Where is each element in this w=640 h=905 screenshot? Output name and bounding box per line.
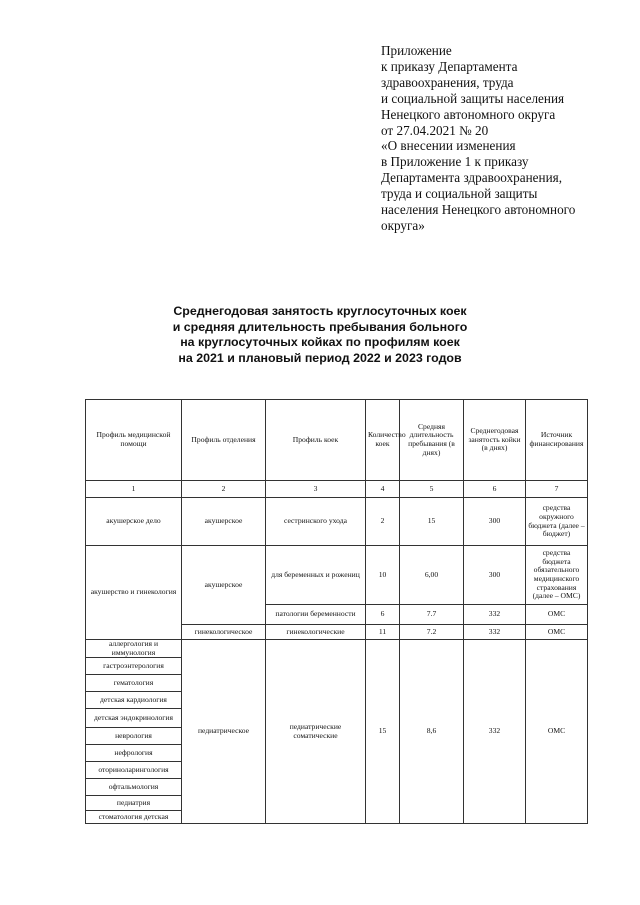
bed-count-cell: 2 xyxy=(366,498,400,546)
column-number: 1 xyxy=(86,481,182,498)
dept-profile-cell: акушерское xyxy=(182,498,266,546)
table-row xyxy=(86,546,588,605)
column-number: 3 xyxy=(266,481,366,498)
med-profile-cell: гематология xyxy=(86,675,182,692)
med-profile-cell: оториноларингология xyxy=(86,762,182,779)
med-profile-cell: акушерское дело xyxy=(86,498,182,546)
appendix-line: «О внесении изменения xyxy=(381,138,516,154)
med-profile-cell: педиатрия xyxy=(86,796,182,811)
bed-profile-cell: для беременных и рожениц xyxy=(266,546,366,605)
table-header-row xyxy=(86,400,588,481)
funding-cell: средства окружного бюджета (далее – бюджет) xyxy=(526,498,588,546)
bed-profile-cell: патологии беременности xyxy=(266,605,366,625)
bed-count-cell: 10 xyxy=(366,546,400,605)
bed-profile-cell: педиатрические соматические xyxy=(266,640,366,824)
beds-table xyxy=(85,399,588,824)
appendix-line: от 27.04.2021 № 20 xyxy=(381,122,489,138)
appendix-line: Ненецкого автономного округа xyxy=(381,106,556,122)
title-line: Среднегодовая занятость круглосуточных коек xyxy=(173,304,467,318)
funding-cell: средства бюджета обязательного медицинского страхования (далее – ОМС) xyxy=(526,546,588,605)
duration-cell: 7.2 xyxy=(400,625,464,640)
bed-profile-cell: гинекологические xyxy=(266,625,366,640)
occupancy-cell: 332 xyxy=(464,640,526,824)
title-line: на круглосуточных койках по профилям коек xyxy=(180,335,460,350)
occupancy-cell: 332 xyxy=(464,625,526,640)
med-profile-cell: стоматология детская xyxy=(86,811,182,824)
med-profile-cell: офтальмология xyxy=(86,779,182,796)
duration-cell: 8,6 xyxy=(400,640,464,824)
bed-profile-cell: сестринского ухода xyxy=(266,498,366,546)
funding-cell: ОМС xyxy=(526,605,588,625)
duration-cell: 6,00 xyxy=(400,546,464,605)
med-profile-cell: гастроэнтерология xyxy=(86,658,182,675)
header-med-profile: Профиль медицинской помощи xyxy=(86,400,182,481)
column-number: 2 xyxy=(182,481,266,498)
table-row xyxy=(86,640,588,658)
column-number: 7 xyxy=(526,481,588,498)
appendix-line: труда и социальной защиты xyxy=(381,186,538,202)
header-funding-source: Источник финансирования xyxy=(526,400,588,481)
duration-cell: 15 xyxy=(400,498,464,546)
header-avg-occupancy: Среднегодовая занятость койки (в днях) xyxy=(464,400,526,481)
appendix-line: населения Ненецкого автономного xyxy=(381,202,576,218)
column-number: 6 xyxy=(464,481,526,498)
dept-profile-cell: акушерское xyxy=(182,546,266,625)
med-profile-cell: детская эндокринология xyxy=(86,709,182,728)
column-number-row xyxy=(86,481,588,498)
occupancy-cell: 300 xyxy=(464,498,526,546)
bed-count-cell: 15 xyxy=(366,640,400,824)
header-dept-profile: Профиль отделения xyxy=(182,400,266,481)
dept-profile-cell: гинекологическое xyxy=(182,625,266,640)
appendix-line: в Приложение 1 к приказу xyxy=(381,154,529,170)
appendix-line: и социальной защиты населения xyxy=(381,90,565,106)
header-bed-count: Количество коек xyxy=(366,400,400,481)
duration-cell: 7.7 xyxy=(400,605,464,625)
appendix-line: Приложение xyxy=(381,43,452,58)
appendix-line: округа» xyxy=(381,217,425,233)
appendix-line: Департамента здравоохранения, xyxy=(381,170,562,186)
title-line: на 2021 и плановый период 2022 и 2023 годов xyxy=(178,350,462,365)
appendix-line: к приказу Департамента xyxy=(381,58,518,74)
header-bed-profile: Профиль коек xyxy=(266,400,366,481)
column-number: 4 xyxy=(366,481,400,498)
occupancy-cell: 300 xyxy=(464,546,526,605)
dept-profile-cell: педиатрическое xyxy=(182,640,266,824)
title-line: и средняя длительность пребывания больного xyxy=(172,319,468,334)
column-number: 5 xyxy=(400,481,464,498)
occupancy-cell: 332 xyxy=(464,605,526,625)
funding-cell: ОМС xyxy=(526,625,588,640)
med-profile-cell: детская кардиология xyxy=(86,692,182,709)
bed-count-cell: 6 xyxy=(366,605,400,625)
header-avg-duration: Средняя длительность пребывания (в днях) xyxy=(400,400,464,481)
med-profile-cell: акушерство и гинекология xyxy=(86,546,182,640)
med-profile-cell: аллергология и иммунология xyxy=(86,640,182,658)
appendix-line: здравоохранения, труда xyxy=(381,74,514,90)
document-title xyxy=(160,304,480,366)
med-profile-cell: нефрология xyxy=(86,745,182,762)
table-row xyxy=(86,498,588,546)
bed-count-cell: 11 xyxy=(366,625,400,640)
med-profile-cell: неврология xyxy=(86,728,182,745)
funding-cell: ОМС xyxy=(526,640,588,824)
appendix-block xyxy=(381,43,621,234)
